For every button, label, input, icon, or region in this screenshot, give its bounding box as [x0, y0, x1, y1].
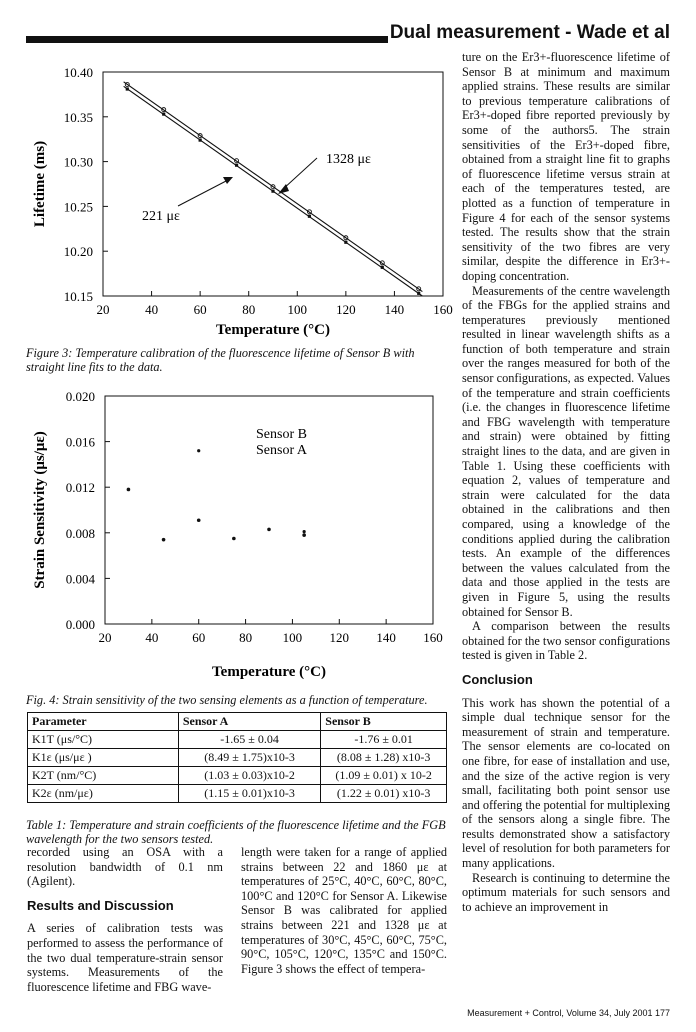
table-row: [28, 731, 447, 749]
x-tick-label: 100: [287, 302, 308, 317]
figure-4-caption: Fig. 4: Strain sensitivity of the two sensing elements as a function of temperature.: [26, 693, 428, 707]
figure-4-chart: [30, 388, 448, 688]
annotation-arrow-221: [178, 180, 228, 206]
data-point: [302, 533, 306, 537]
x-tick-label: 60: [193, 302, 207, 317]
x-tick-label: 40: [145, 630, 159, 645]
text-column-right: [462, 50, 670, 914]
data-point: [197, 449, 200, 452]
y-tick-label: 10.30: [63, 154, 93, 170]
y-tick-label: 0.000: [65, 617, 95, 632]
y-tick-label: 0.004: [65, 571, 95, 587]
y-tick-label: 10.20: [63, 244, 93, 260]
y-tick-label: 10.40: [63, 65, 93, 80]
data-point: [232, 537, 236, 541]
x-tick-label: 160: [423, 630, 443, 645]
table-cell: (1.15 ± 0.01)x10-3: [178, 785, 320, 803]
annotation-221: 221 με: [142, 209, 180, 224]
data-point: [162, 538, 166, 542]
table-1-caption: Table 1: Temperature and strain coefficients of the fluorescence lifetime and the FGB wavelength for the two sensors tested.: [26, 818, 446, 846]
x-axis-label: Temperature (°C): [212, 664, 326, 680]
table-cell: -1.65 ± 0.04: [178, 731, 320, 749]
table-cell: (1.03 ± 0.03)x10-2: [178, 767, 320, 785]
table-row: [28, 749, 447, 767]
table-cell: (8.08 ± 1.28) x10-3: [321, 749, 447, 767]
paragraph: This work has shown the potential of a simple dual technique sensor for the measurement of strain and temperature. The sensor elements are co-located on one fibre, for ease of installation and use, and the size of the active region is very small, facilitating both point sensor use and offering the potential for multiplexing of the sensors along a single fibre. The results demonstrated show a satisfactory level of resolution for both parameters for many applications.: [462, 695, 670, 871]
annotation-1328: 1328 με: [326, 152, 371, 167]
data-point: [417, 292, 420, 295]
paragraph: A comparison between the results obtained for the two sensor configurations tested is given in Table 2.: [462, 619, 670, 663]
y-tick-label: 0.008: [65, 525, 95, 541]
table-header-cell: Sensor A: [178, 713, 320, 731]
x-tick-label: 80: [242, 302, 256, 317]
y-tick-label: 0.012: [65, 480, 95, 496]
page-footer: Measurement + Control, Volume 34, July 2001 177: [467, 1008, 670, 1018]
data-point: [127, 488, 131, 492]
data-point: [126, 87, 129, 90]
y-tick-label: 10.35: [63, 109, 93, 125]
x-tick-label: 20: [98, 630, 112, 645]
y-tick-label: 10.15: [63, 289, 93, 304]
table-cell: K1T (μs/°C): [28, 731, 179, 749]
table-cell: K1ε (μs/με ): [28, 749, 179, 767]
plot-frame: [103, 72, 443, 296]
paragraph: A series of calibration tests was performed to assess the performance of the two dual temperature-strain sensor systems. Measurements of the fluorescence lifetime and FBG wave-: [27, 921, 223, 994]
x-tick-label: 60: [192, 630, 206, 645]
paragraph: ture on the Er3+-fluorescence lifetime of Sensor B at minimum and maximum applied strains. These results are similar to previous temperature calibrations of Er3+-doped fibre reported previously by some of the authors5. The strain sensitivities of the Er3+-doped fibre, obtained from a straight line fit to graphs of fluorescence lifetime versus strain at each of the temperatures tested, are plotted as a function of temperature in Figure 4 for each of the sensor systems tested. The results show that the strain sensitivity of the two fibres are very similar, despite the difference in Er3+-doping concentration.: [462, 50, 670, 283]
data-point: [271, 190, 274, 193]
y-axis-label: Strain Sensitivity (μs/με): [32, 431, 48, 589]
table-header-cell: Parameter: [28, 713, 179, 731]
text-column-left: [27, 845, 223, 994]
figure-3-chart: [30, 60, 453, 350]
table-row: [28, 785, 447, 803]
table-row: [28, 767, 447, 785]
data-point: [344, 241, 347, 244]
data-point: [267, 528, 271, 532]
table-cell: K2ε (nm/με): [28, 785, 179, 803]
x-tick-label: 140: [376, 630, 396, 645]
table-header-row: [28, 713, 447, 731]
data-point: [308, 215, 311, 218]
paragraph: length were taken for a range of applied strains between 22 and 1860 με at temperatures of 25°C, 40°C, 60°C, 80°C, 100°C and 120°C for Sensor A. Likewise Sensor B was calibrated for applied strains between 221 and 1328 με at temperatures of 30°C, 45°C, 60°C, 75°C, 90°C, 105°C, 120°C, 135°C and 150°C. Figure 3 shows the effect of tempera-: [241, 845, 447, 976]
y-axis-label: Lifetime (ms): [32, 140, 48, 228]
table-cell: (1.09 ± 0.01) x 10-2: [321, 767, 447, 785]
x-tick-label: 40: [145, 302, 159, 317]
data-point: [235, 164, 238, 167]
table-cell: (1.22 ± 0.01) x10-3: [321, 785, 447, 803]
x-tick-label: 80: [239, 630, 253, 645]
fit-line-1: [124, 82, 423, 292]
table-cell: K2T (nm/°C): [28, 767, 179, 785]
data-point: [162, 113, 165, 116]
paragraph: recorded using an OSA with a resolution bandwidth of 0.1 nm (Agilent).: [27, 845, 223, 889]
x-tick-label: 100: [282, 630, 303, 645]
x-tick-label: 140: [384, 302, 405, 317]
coefficients-table: [27, 712, 447, 803]
arrowhead-221: [223, 177, 233, 184]
table-cell: -1.76 ± 0.01: [321, 731, 447, 749]
header-rule: [26, 36, 388, 43]
data-point: [197, 518, 201, 522]
x-tick-label: 120: [336, 302, 356, 317]
y-tick-label: 0.016: [65, 434, 95, 450]
data-point: [381, 266, 384, 269]
text-column-middle: [241, 845, 447, 976]
section-heading-results: Results and Discussion: [27, 897, 174, 913]
section-heading-conclusion: Conclusion: [462, 671, 533, 687]
legend-sensor-a: Sensor A: [256, 443, 307, 458]
paragraph: Research is continuing to determine the optimum materials for such sensors and to achieve an improvement in: [462, 870, 670, 914]
x-tick-label: 20: [96, 302, 110, 317]
x-tick-label: 120: [329, 630, 350, 645]
running-header: Dual measurement - Wade et al: [389, 22, 670, 43]
data-point: [199, 138, 202, 141]
table-cell: (8.49 ± 1.75)x10-3: [178, 749, 320, 767]
figure-3-caption: Figure 3: Temperature calibration of the fluorescence lifetime of Sensor B with straight line fits to the data.: [26, 346, 415, 374]
legend-sensor-b: Sensor B: [256, 427, 307, 442]
data-point: [303, 530, 306, 533]
y-tick-label: 10.25: [63, 199, 93, 215]
table-header-cell: Sensor B: [321, 713, 447, 731]
x-tick-label: 160: [433, 302, 453, 317]
annotation-arrow-1328: [282, 158, 317, 190]
paragraph: Measurements of the centre wavelength of the FBGs for the applied strains and temperatures previously mentioned resulted in linear wavelength shifts as a function of both temperature and strain over the ranges measured for both of the sensor configurations, as expected. Values of the temperature and strain coefficients (i.e. the changes in fluorescence lifetime and FBG wavelength with temperature and strain) were obtained by fitting straight lines to the data, and are given in Table 1. Using these coefficients with equation 2, values of temperature and strain were calculated for the data obtained in the calibrations and then compared, using a knowledge of the conditions applied during the calibration tests. An example of the differences between the values calculated from the data and those applied in the tests are given in Figure 5, using the results obtained for Sensor B.: [462, 283, 670, 619]
y-tick-label: 0.020: [65, 389, 95, 404]
x-axis-label: Temperature (°C): [216, 322, 330, 338]
